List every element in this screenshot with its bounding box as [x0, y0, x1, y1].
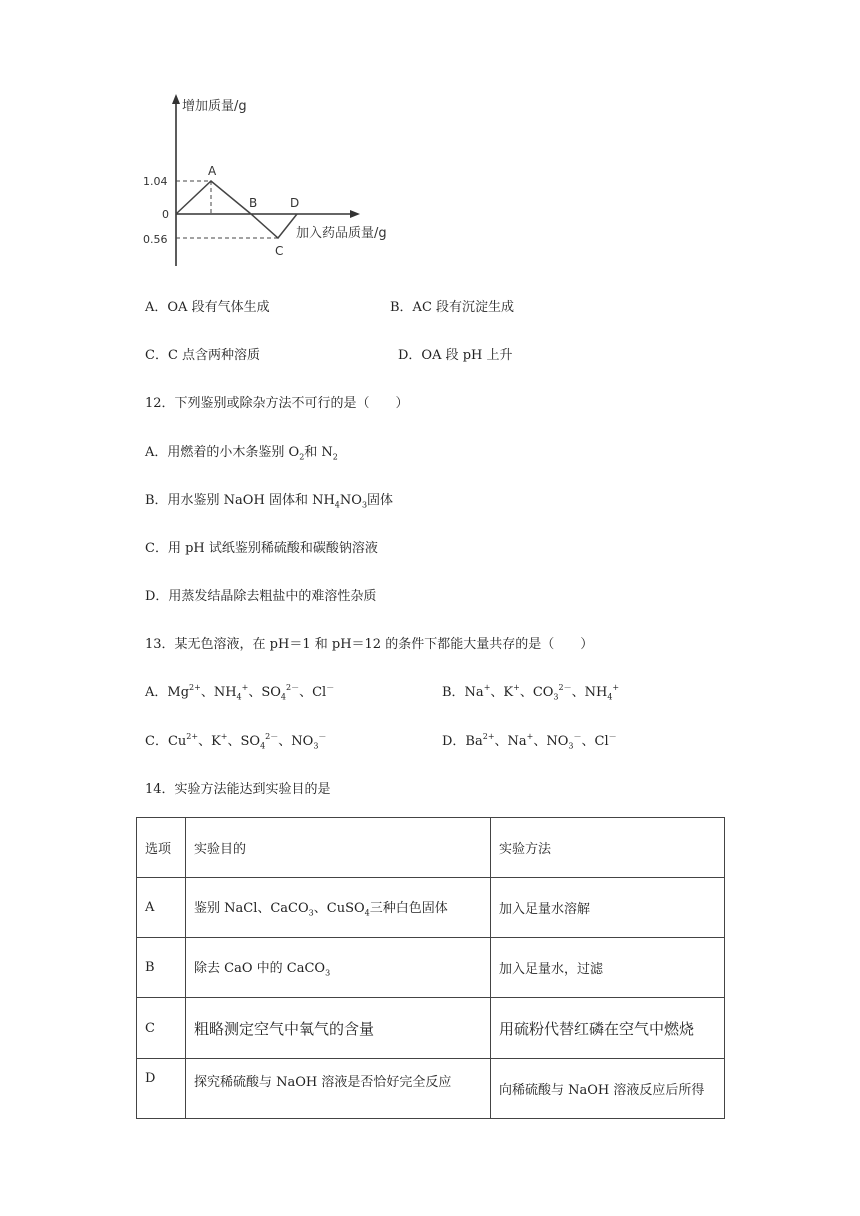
row-a-aim: 鉴别 NaCl、CaCO$_3$、CuSO$_4$三种白色固体	[186, 878, 491, 938]
row-c-method: 用硫粉代替红磷在空气中燃烧	[491, 998, 725, 1059]
x-axis-title: 加入药品质量/g	[296, 226, 387, 241]
q12-option-c: C．用 pH 试纸鉴别稀硫酸和碳酸钠溶液	[145, 541, 378, 556]
table-row	[137, 878, 725, 938]
mass-change-graph	[140, 88, 400, 270]
row-d-option: D	[137, 1059, 186, 1119]
table-row	[137, 938, 725, 998]
q11-option-d: D．OA 段 pH 上升	[398, 348, 513, 363]
q13-option-a: A．$Mg^{2+}$、$NH_4^+$、$SO_4^{2-}$、Cl－	[145, 682, 335, 702]
q11-option-c: C．C 点含两种溶质	[145, 348, 261, 363]
y-axis-title: 增加质量/g	[182, 99, 247, 114]
header-method: 实验方法	[491, 818, 725, 878]
q13-option-d: D．$Ba^{2+}$、Na+、$NO_3^-$、Cl－	[442, 731, 617, 751]
q12-option-b: B．用水鉴别 NaOH 固体和 $NH_4NO_3$固体	[145, 493, 394, 510]
q12-option-a: A．用燃着的小木条鉴别 $O_2$和 $N_2$	[145, 445, 338, 462]
point-c-label: C	[275, 244, 284, 258]
q11-option-b: B．AC 段有沉淀生成	[390, 300, 515, 315]
point-b-label: B	[249, 196, 258, 210]
row-a-method: 加入足量水溶解	[491, 878, 725, 938]
y-tick-0: 0	[162, 208, 169, 221]
q12-option-d: D．用蒸发结晶除去粗盐中的难溶性杂质	[145, 589, 377, 604]
y-tick-0-56: 0.56	[143, 233, 168, 246]
q13-option-b: B．Na+、K+、$CO_3^{2-}$、$NH_4^+$	[442, 682, 620, 702]
row-b-aim: 除去 CaO 中的 CaCO$_3$	[186, 938, 491, 998]
q14-stem: 14．实验方法能达到实验目的是	[145, 782, 331, 797]
row-d-method: 向稀硫酸与 NaOH 溶液反应后所得	[491, 1059, 725, 1119]
point-d-label: D	[290, 196, 300, 210]
row-c-aim: 粗略测定空气中氧气的含量	[186, 998, 491, 1059]
table-row	[137, 1059, 725, 1119]
q14-table	[136, 817, 725, 1119]
q12-stem: 12．下列鉴别或除杂方法不可行的是（ ）	[145, 396, 409, 411]
row-c-option: C	[137, 998, 186, 1059]
q13-option-c: C．$Cu^{2+}$、K+、$SO_4^{2-}$、$NO_3^-$	[145, 731, 327, 751]
q13-stem: 13．某无色溶液，在 pH＝1 和 pH＝12 的条件下都能大量共存的是（ ）	[145, 637, 594, 652]
table-header-row	[137, 818, 725, 878]
header-option: 选项	[137, 818, 186, 878]
y-axis-arrow	[172, 94, 180, 104]
row-a-option: A	[137, 878, 186, 938]
table-row	[137, 998, 725, 1059]
row-b-method: 加入足量水，过滤	[491, 938, 725, 998]
y-tick-1-04: 1.04	[143, 175, 168, 188]
data-line	[176, 181, 300, 238]
q11-option-a: A．OA 段有气体生成	[145, 300, 270, 315]
row-b-option: B	[137, 938, 186, 998]
row-d-aim: 探究稀硫酸与 NaOH 溶液是否恰好完全反应	[186, 1059, 491, 1119]
x-axis-arrow	[350, 210, 360, 218]
header-aim: 实验目的	[186, 818, 491, 878]
point-a-label: A	[208, 164, 217, 178]
